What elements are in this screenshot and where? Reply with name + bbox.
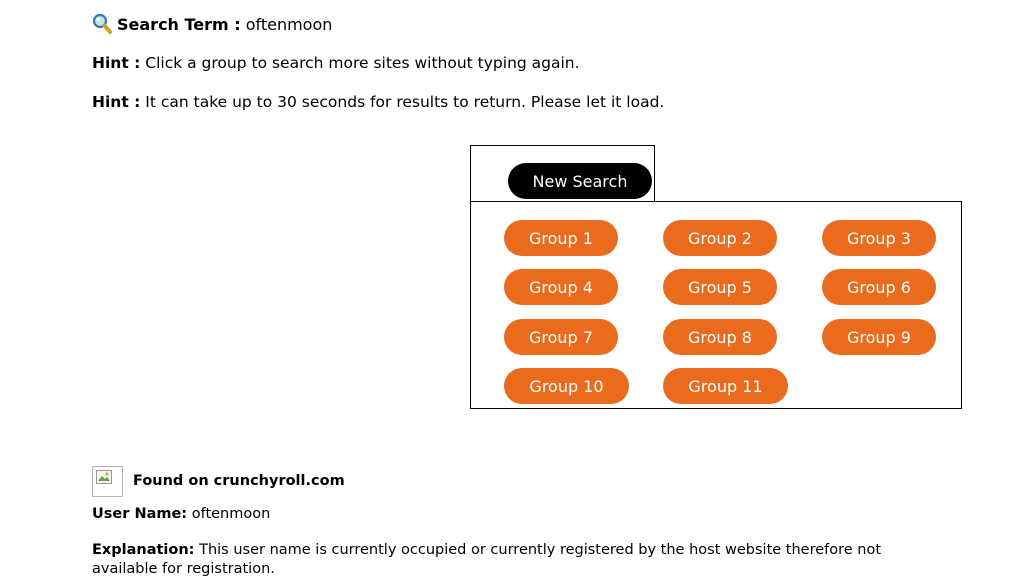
group-6-button[interactable]: Group 6 bbox=[822, 269, 936, 305]
group-5-button[interactable]: Group 5 bbox=[663, 269, 777, 305]
group-11-button[interactable]: Group 11 bbox=[663, 368, 788, 404]
group-2-button[interactable]: Group 2 bbox=[663, 220, 777, 256]
group-4-button[interactable]: Group 4 bbox=[504, 269, 618, 305]
magnifier-icon bbox=[92, 13, 112, 35]
groups-panel bbox=[470, 201, 962, 409]
group-8-button[interactable]: Group 8 bbox=[663, 319, 777, 355]
explanation-label: Explanation: bbox=[92, 542, 195, 558]
hint-text: Click a group to search more sites without typing again. bbox=[145, 54, 580, 72]
hint-line-1 bbox=[92, 54, 580, 72]
new-search-button[interactable]: New Search bbox=[508, 163, 652, 199]
hint-label: Hint : bbox=[92, 54, 141, 72]
search-term-row bbox=[92, 12, 332, 36]
hint-label: Hint : bbox=[92, 93, 141, 111]
group-10-button[interactable]: Group 10 bbox=[504, 368, 629, 404]
result-header bbox=[92, 465, 345, 497]
explanation-row bbox=[92, 541, 942, 579]
broken-image-icon bbox=[92, 466, 123, 497]
explanation-text: This user name is currently occupied or currently registered by the host website therefore not available for registration. bbox=[92, 542, 882, 577]
username-row bbox=[92, 506, 270, 522]
search-term-label: Search Term : bbox=[117, 14, 241, 34]
search-term-value: oftenmoon bbox=[245, 14, 333, 34]
hint-line-2 bbox=[92, 93, 664, 111]
username-label: User Name: bbox=[92, 506, 188, 522]
username-value: oftenmoon bbox=[191, 506, 271, 522]
new-search-panel bbox=[470, 145, 655, 201]
hint-text: It can take up to 30 seconds for results to return. Please let it load. bbox=[145, 93, 665, 111]
group-9-button[interactable]: Group 9 bbox=[822, 319, 936, 355]
group-1-button[interactable]: Group 1 bbox=[504, 220, 618, 256]
found-on-text: Found on crunchyroll.com bbox=[133, 473, 345, 489]
group-7-button[interactable]: Group 7 bbox=[504, 319, 618, 355]
group-3-button[interactable]: Group 3 bbox=[822, 220, 936, 256]
